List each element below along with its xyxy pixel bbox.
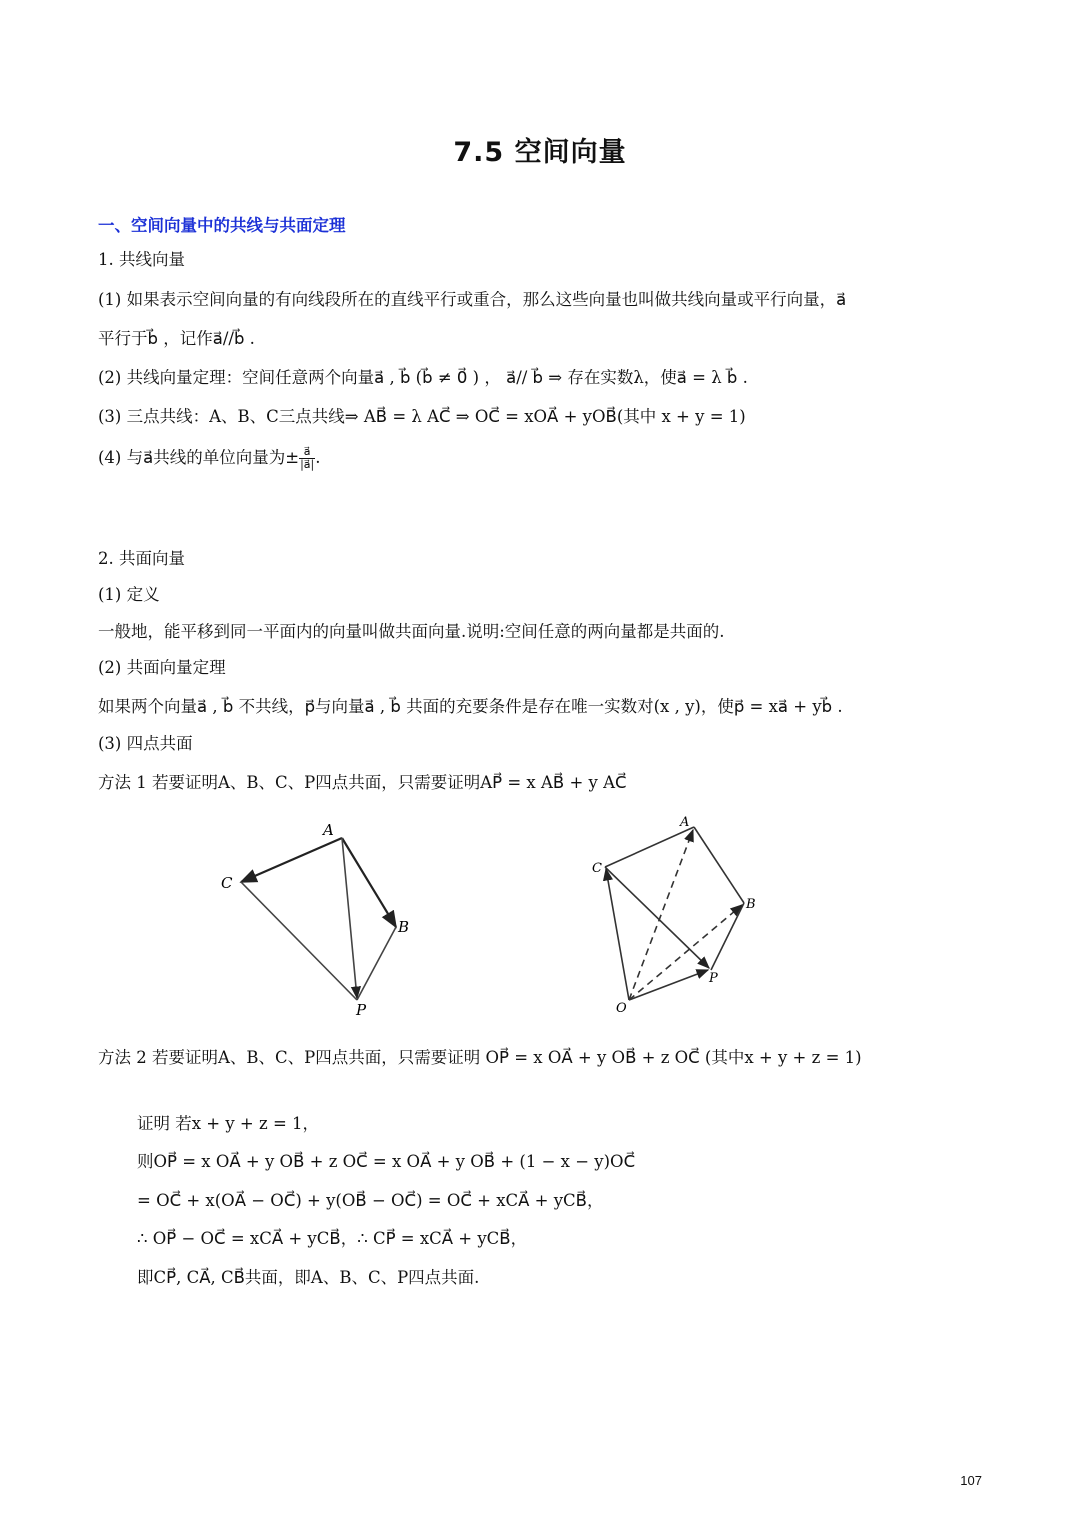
vector-ap <box>342 838 357 998</box>
coplanar-def-heading: (1) 定义 <box>98 585 160 604</box>
label-a: A <box>323 821 334 839</box>
section-heading: 一、空间向量中的共线与共面定理 <box>98 216 346 235</box>
vector-ab <box>342 838 396 927</box>
page-title: 7.5 空间向量 <box>453 137 627 168</box>
coplanar-def-text: 一般地，能平移到同一平面内的向量叫做共面向量.说明:空间任意的两向量都是共面的. <box>98 622 725 641</box>
proof-line-4: ∴ OP⃗ − OC⃗ = xCA⃗ + yCB⃗，∴ CP⃗ = xCA⃗ + yCB⃗， <box>137 1229 528 1248</box>
method2-text: 方法 2 若要证明A、B、C、P四点共面，只需要证明 OP⃗ = x OA⃗ + y OB⃗ + z OC⃗ (其中x + y + z = 1) <box>98 1048 862 1067</box>
proof-line-3: = OC⃗ + x(OA⃗ − OC⃗) + y(OB⃗ − OC⃗) = OC⃗ + xCA⃗ + yCB⃗， <box>137 1191 604 1210</box>
collinear-p4-suffix: . <box>315 448 321 467</box>
label-b: B <box>746 897 756 912</box>
collinear-p4-prefix: (4) 与a⃗共线的单位向量为± <box>98 448 300 467</box>
figure-method1-diagram <box>215 815 425 1025</box>
segment-cp <box>241 882 357 1000</box>
label-c: C <box>221 874 233 892</box>
segment-bp <box>357 927 396 1000</box>
segment-bp <box>711 903 744 970</box>
proof-line-2: 则OP⃗ = x OA⃗ + y OB⃗ + z OC⃗ = x OA⃗ + y OB⃗ + (1 − x − y)OC⃗ <box>137 1152 636 1171</box>
unit-vector-fraction <box>299 446 315 471</box>
collinear-p2: (2) 共线向量定理：空间任意两个向量a⃗ , b⃗ (b⃗ ≠ 0⃗ ) ， a⃗// b⃗ ⇒ 存在实数λ，使a⃗ = λ b⃗ . <box>98 368 748 387</box>
label-b: B <box>398 918 410 936</box>
collinear-p4 <box>98 446 320 471</box>
label-p: P <box>356 1001 367 1019</box>
coplanar-heading: 2. 共面向量 <box>98 549 185 568</box>
four-point-heading: (3) 四点共面 <box>98 734 193 753</box>
label-p: P <box>709 971 718 986</box>
vector-oa <box>629 830 693 1000</box>
proof-line-1: 证明 若x + y + z = 1， <box>137 1114 320 1133</box>
vector-ac <box>241 838 342 882</box>
label-c: C <box>592 861 602 876</box>
collinear-p1-line2: 平行于b⃗ ，记作a⃗//b⃗ . <box>98 329 255 348</box>
coplanar-thm-text: 如果两个向量a⃗ , b⃗ 不共线，p⃗与向量a⃗ , b⃗ 共面的充要条件是存在唯一实数对(x , y)，使p⃗ = xa⃗ + yb⃗ . <box>98 697 843 716</box>
figure-method2-diagram <box>585 810 765 1020</box>
coplanar-thm-heading: (2) 共面向量定理 <box>98 658 226 677</box>
proof-line-5: 即CP⃗, CA⃗, CB⃗共面，即A、B、C、P四点共面. <box>137 1268 480 1287</box>
vector-oc <box>606 869 629 1000</box>
collinear-p3: (3) 三点共线：A、B、C三点共线⇒ AB⃗ = λ AC⃗ ⇒ OC⃗ = xOA⃗ + yOB⃗(其中 x + y = 1) <box>98 407 746 426</box>
label-a: A <box>680 815 690 830</box>
collinear-heading: 1. 共线向量 <box>98 250 185 269</box>
fraction-denominator: |a⃗| <box>300 458 315 471</box>
label-o: O <box>616 1001 627 1016</box>
vector-ob <box>629 905 742 1000</box>
page-number: 107 <box>960 1473 982 1488</box>
segment-ab <box>694 827 744 903</box>
vector-op <box>629 970 708 1000</box>
method1-text: 方法 1 若要证明A、B、C、P四点共面，只需要证明AP⃗ = x AB⃗ + y AC⃗ <box>98 773 627 792</box>
fraction-numerator: a⃗ <box>303 445 311 458</box>
collinear-p1-line1: (1) 如果表示空间向量的有向线段所在的直线平行或重合，那么这些向量也叫做共线向量或平行向量，a⃗ <box>98 290 847 309</box>
